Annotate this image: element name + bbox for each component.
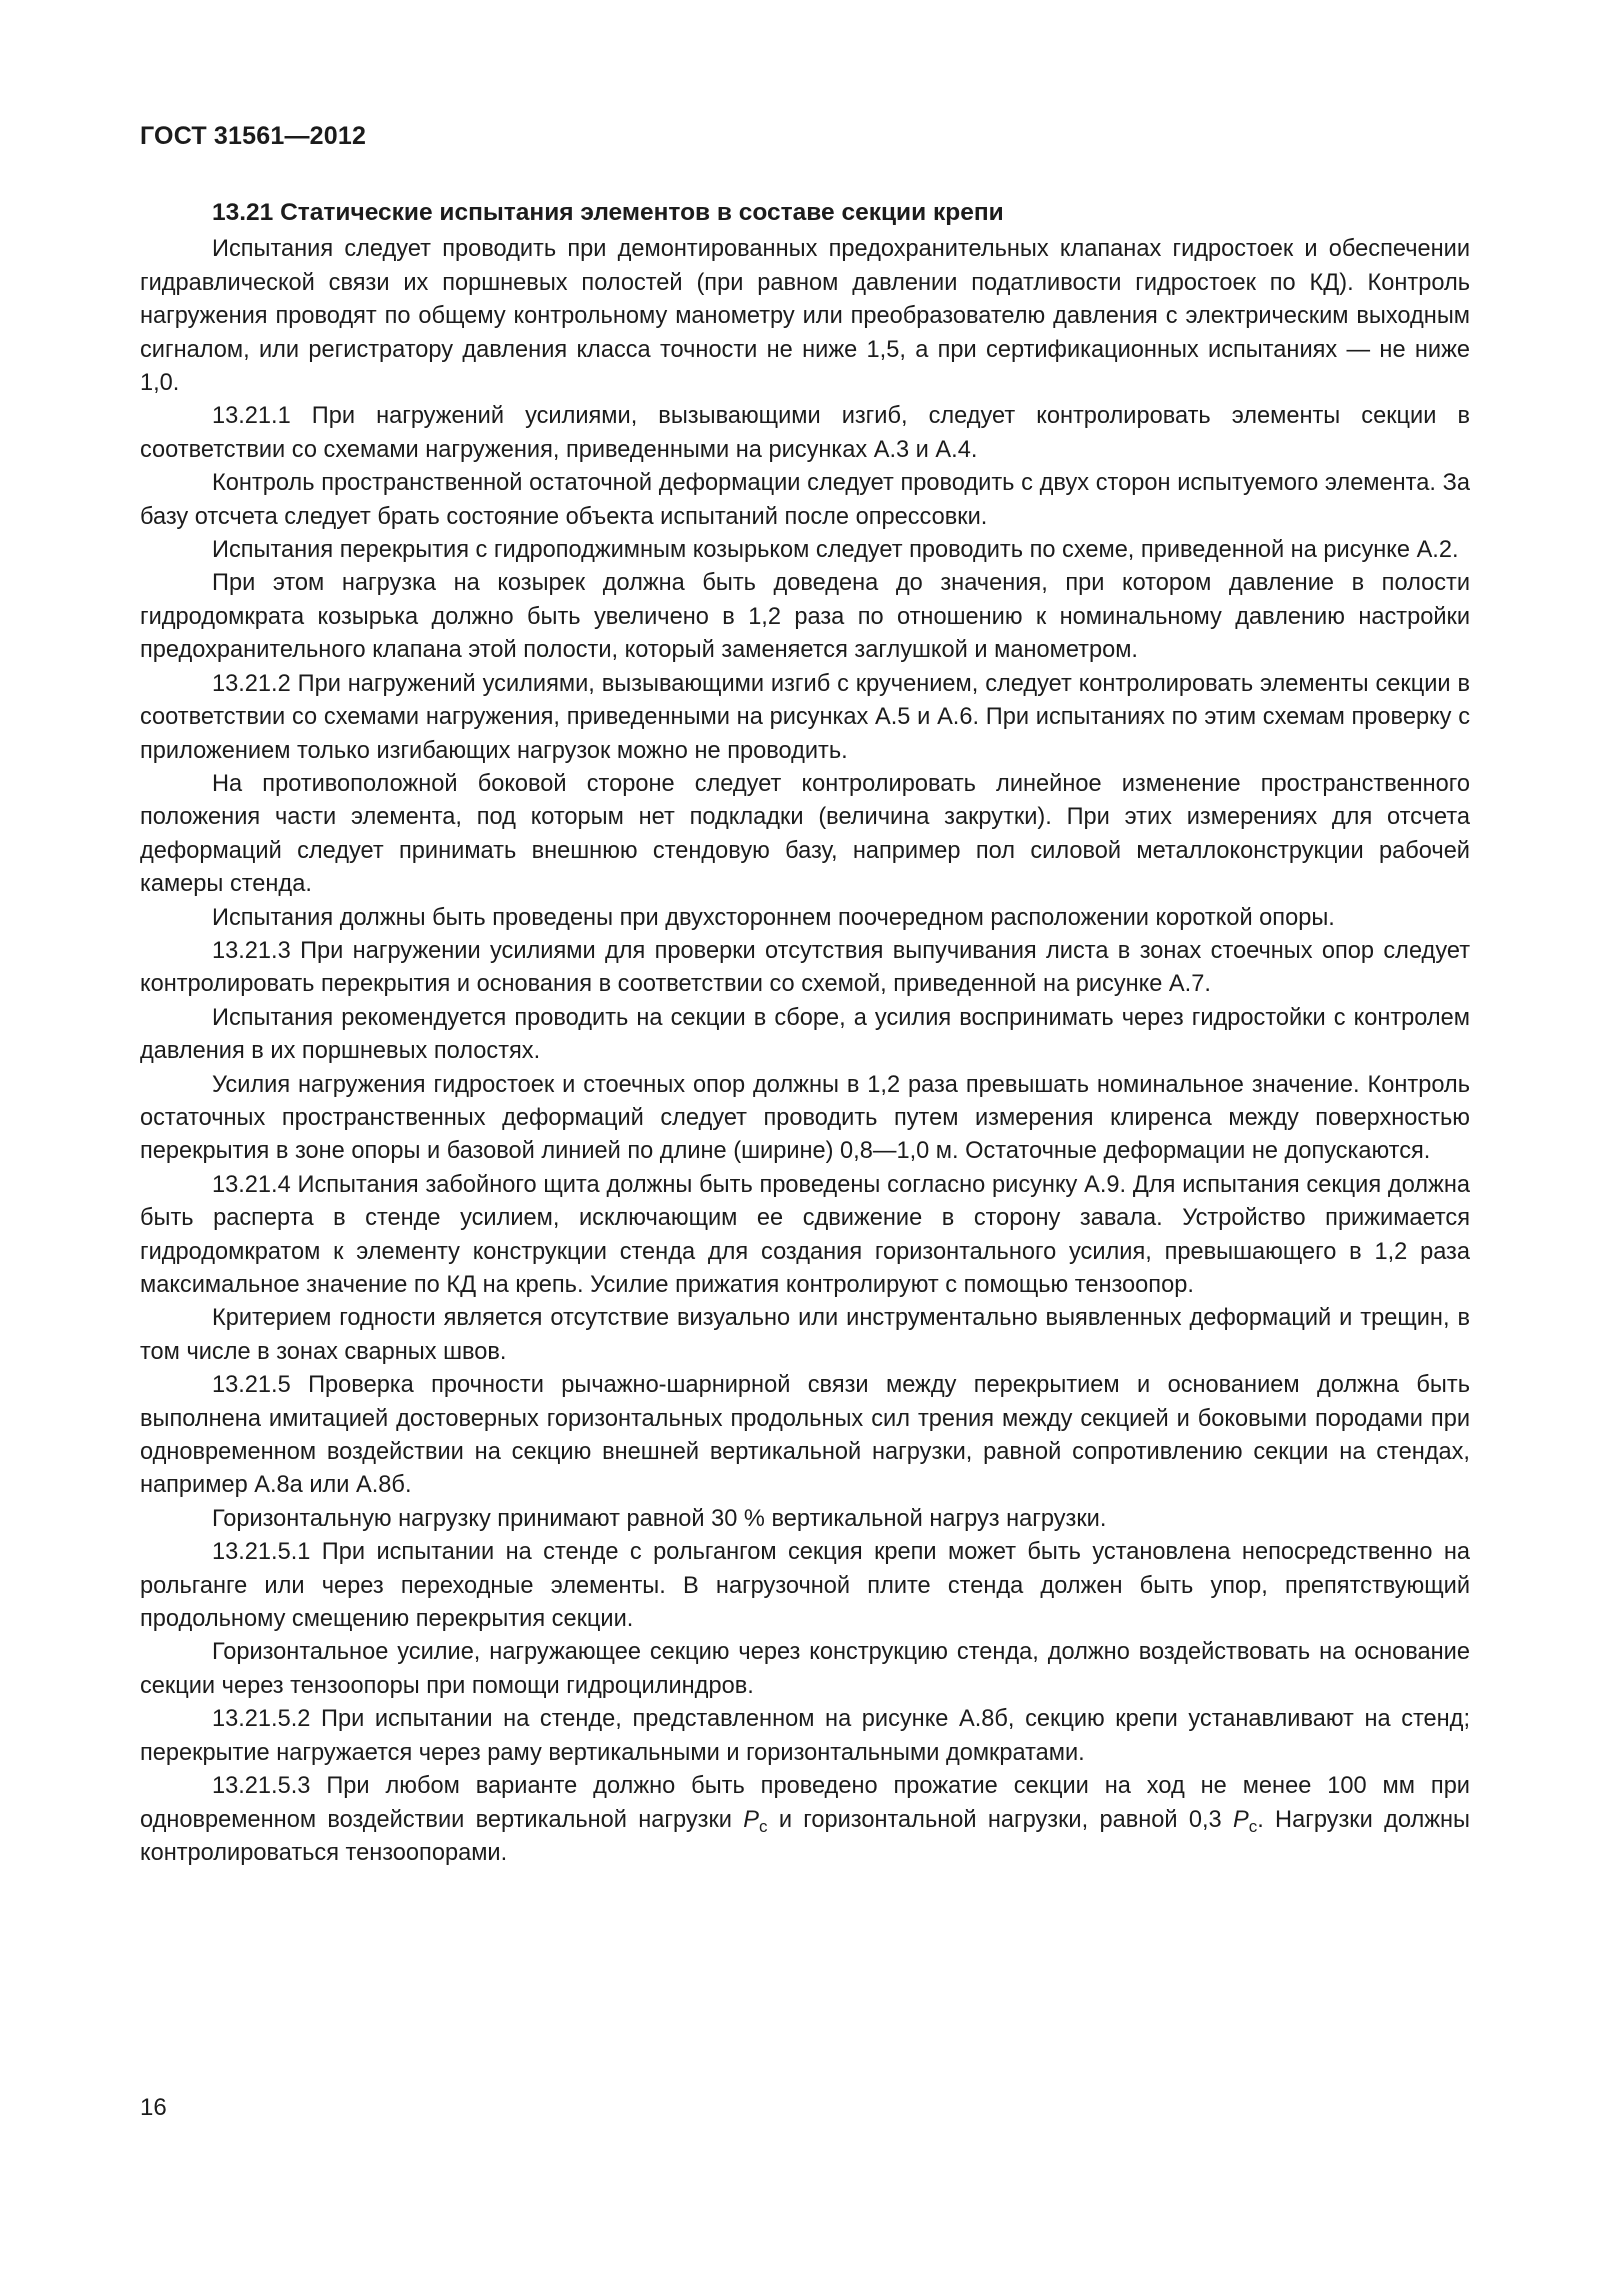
paragraph: При этом нагрузка на козырек должна быть доведена до значения, при котором давление в полости гидродомкрата козырька должно быть увеличено в 1,2 раза по отношению к номинальному давлению настройки предохранительного клапана этой полости, который заменяется заглушкой и манометром. — [140, 570, 1470, 664]
paragraph: 13.21.4 Испытания забойного щита должны быть проведены согласно рисунку А.9. Для испытания секция должна быть распертa в стенде усилием, исключающим ее сдвижение в сторону завала. Устройство прижимается гидродомкратом к элементу конструкции стенда для создания горизонтального усилия, превышающего в 1,2 раза максимальное значение по КД на крепь. Усилие прижатия контролируют с помощью тензоопор. — [140, 1171, 1470, 1298]
paragraph: Критерием годности является отсутствие визуально или инструментально выявленных деформаций и трещин, в том числе в зонах сварных швов. — [140, 1305, 1470, 1365]
paragraph: Испытания перекрытия с гидроподжимным козырьком следует проводить по схеме, приведенной на рисунке А.2. — [212, 537, 1459, 564]
symbol-subscript: с — [1248, 1816, 1258, 1836]
page-number: 16 — [140, 2094, 167, 2121]
paragraph: Испытания должны быть проведены при двухстороннем поочередном расположении короткой опоры. — [212, 904, 1335, 931]
symbol-subscript: с — [759, 1816, 768, 1836]
paragraph: Горизонтальную нагрузку принимают равной 30 % вертикальной нагруз нагрузки. — [212, 1505, 1107, 1532]
symbol-p: P — [1232, 1806, 1249, 1833]
paragraph: Усилия нагружения гидростоек и стоечных опор должны в 1,2 раза превышать номинальное значение. Контроль остаточных пространственных деформаций следует проводить путем измерения клиренса между поверхностью перекрытия в зоне опоры и базовой линией по длине (ширине) 0,8—1,0 м. Остаточные деформации не допускаются. — [140, 1071, 1470, 1165]
paragraph: 13.21.3 При нагружении усилиями для проверки отсутствия выпучивания листа в зонах стоечных опор следует контролировать перекрытия и основания в соответствии со схемой, приведенной на рисунке А.7. — [140, 937, 1470, 998]
document-header: ГОСТ 31561—2012 — [140, 122, 367, 150]
paragraph: 13.21.5.2 При испытании на стенде, представленном на рисунке А.8б, секцию крепи устанавливают на стенд; перекрытие нагружается через раму вертикальными и горизонтальными домкратами. — [140, 1706, 1470, 1766]
text-run: и горизонтальной нагрузки, равной 0,3 — [767, 1806, 1233, 1833]
section-title: 13.21 Статические испытания элементов в составе секции крепи — [212, 199, 1004, 226]
paragraph: Горизонтальное усилие, нагружающее секцию через конструкцию стенда, должно воздействовать на основание секции через тензоопоры при помощи гидроцилиндров. — [140, 1639, 1470, 1699]
document-body — [140, 196, 1470, 1870]
symbol-p: P — [743, 1806, 760, 1833]
paragraph: 13.21.2 При нагружений усилиями, вызывающими изгиб с кручением, следует контролировать элементы секции в соответствии со схемами нагружения, приведенными на рисунках А.5 и А.6. При испытаниях по этим схемам проверку с приложением только изгибающих нагрузок можно не проводить. — [140, 670, 1470, 764]
paragraph-last — [140, 1770, 1470, 1870]
paragraph: Контроль пространственной остаточной деформации следует проводить с двух сторон испытуемого элемента. За базу отсчета следует брать состояние объекта испытаний после опрессовки. — [140, 470, 1470, 530]
text-run: . Нагрузки должны контролироваться тензоопорами. — [140, 1806, 1470, 1866]
paragraph: Испытания рекомендуется проводить на секции в сборе, а усилия воспринимать через гидростойки с контролем давления в их поршневых полостях. — [140, 1004, 1470, 1065]
paragraph: 13.21.5.1 При испытании на стенде с рольгангом секция крепи может быть установлена непосредственно на рольганге или через переходные элементы. В нагрузочной плите стенда должен быть упор, препятствующий продольному смещению перекрытия секции. — [140, 1539, 1470, 1633]
text-run: 13.21.5.3 При любом варианте должно быть проведено прожатие секции на ход не менее 100 мм при одновременном воздействии вертикальной нагрузки — [140, 1773, 1470, 1833]
paragraph: Испытания следует проводить при демонтированных предохранительных клапанах гидростоек и обеспечении гидравлической связи их поршневых полостей (при равном давлении податливости гидростоек по КД). Контроль нагружения проводят по общему контрольному манометру или преобразователю давления с электрическим выходным сигналом, или регистратору давления класса точности не ниже 1,5, а при сертификационных испытаниях — не ниже 1,0. — [140, 236, 1470, 397]
paragraph: 13.21.5 Проверка прочности рычажно-шарнирной связи между перекрытием и основанием должна быть выполнена имитацией достоверных горизонтальных продольных сил трения между секцией и боковыми породами при одновременном воздействии на секцию внешней вертикальной нагрузки, равной сопротивлению секции на стендах, например А.8а или А.8б. — [140, 1372, 1470, 1499]
paragraph: На противоположной боковой стороне следует контролировать линейное изменение пространственного положения части элемента, под которым нет подкладки (величина закрутки). При этих измерениях для отсчета деформаций следует принимать внешнюю стендовую базу, например пол силовой металлоконструкции рабочей камеры стенда. — [140, 770, 1470, 898]
paragraph: 13.21.1 При нагружений усилиями, вызывающими изгиб, следует контролировать элементы секции в соответствии со схемами нагружения, приведенными на рисунках А.3 и А.4. — [140, 403, 1470, 463]
